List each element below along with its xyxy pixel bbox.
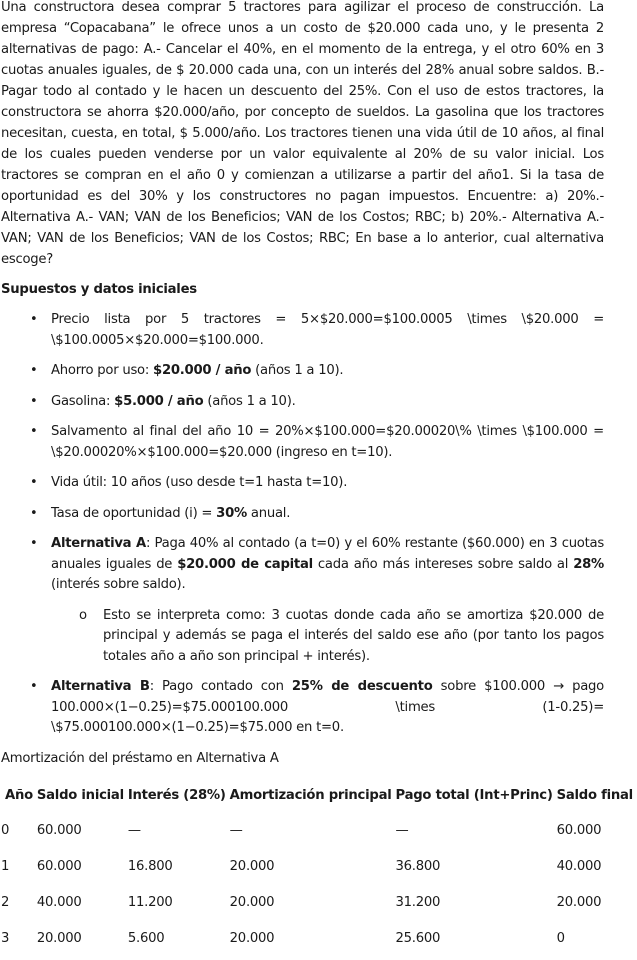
cell-interes: — bbox=[127, 822, 141, 838]
cell-saldo-inicial: 60.000 bbox=[36, 858, 82, 874]
ahorro-range: (años 1 a 10). bbox=[251, 363, 344, 378]
cell-saldo-final: 20.000 bbox=[556, 894, 602, 910]
tasa-label: Tasa de oportunidad (i) = bbox=[51, 505, 217, 521]
cell-interes: 16.800 bbox=[127, 858, 173, 874]
col-header-interes: Interés (28%) bbox=[127, 787, 226, 803]
cell-pago-total: 31.200 bbox=[395, 894, 441, 910]
list-item-vida bbox=[1, 473, 604, 494]
alt-b-discount: 25% de descuento bbox=[291, 679, 433, 694]
table-row bbox=[1, 813, 637, 849]
col-header-saldo-final: Saldo final bbox=[556, 787, 633, 803]
salvamento-text: Salvamento al final del año 10 = 20%×$100.000=$20.00020\% \times \$100.000 = \$20.00020%×$100.000=$20.000 (ingreso en t=10). bbox=[51, 424, 604, 460]
alt-b-text-2: sobre $100.000 → pago 100.000×(1−0.25)=$75.000100.000 \times (1-0.25)= \$75.000100.000×(1−0.25)=$75.000 en t=0. bbox=[51, 679, 604, 735]
section-title: Supuestos y datos iniciales bbox=[1, 282, 197, 297]
list-item-salvamento bbox=[1, 422, 604, 463]
cell-pago-total: 25.600 bbox=[395, 930, 441, 946]
cell-year: 3 bbox=[1, 930, 10, 946]
ahorro-label: Ahorro por uso: bbox=[51, 363, 154, 378]
cell-pago-total: — bbox=[395, 822, 409, 838]
list-item-ahorro bbox=[1, 361, 604, 382]
col-header-amortizacion: Amortización principal bbox=[229, 787, 392, 803]
cell-year: 0 bbox=[1, 822, 10, 838]
cell-saldo-final: 0 bbox=[556, 930, 565, 946]
amortization-table bbox=[1, 787, 637, 957]
alt-a-label: Alternativa A bbox=[51, 536, 147, 551]
list-item-alternativa-b bbox=[1, 677, 604, 739]
cell-amortizacion: 20.000 bbox=[229, 858, 275, 874]
precio-text: Precio lista por 5 tractores = 5×$20.000=$100.0005 \times \$20.000 = \$100.0005×$20.000=$100.000. bbox=[51, 312, 604, 348]
alt-a-text-2: cada año más intereses sobre saldo al bbox=[312, 556, 574, 572]
alt-a-sub-item: o Esto se interpreta como: 3 cuotas donde cada año se amortiza $20.000 de principal y además se paga el interés del saldo ese año (por tanto los pagos totales año a año son principal + interés). bbox=[51, 606, 604, 668]
amortization-title: Amortización del préstamo en Alternativa A bbox=[1, 750, 279, 766]
col-header-saldo-inicial: Saldo inicial bbox=[36, 787, 124, 803]
table-row bbox=[1, 885, 637, 921]
gasolina-range: (años 1 a 10). bbox=[203, 393, 296, 409]
gasolina-label: Gasolina: bbox=[51, 393, 115, 409]
alt-b-text-1: : Pago contado con bbox=[149, 679, 292, 694]
vida-text: Vida útil: 10 años (uso desde t=1 hasta t=10). bbox=[51, 475, 348, 490]
assumptions-list bbox=[1, 310, 604, 739]
alt-a-rate: 28% bbox=[573, 556, 605, 572]
alt-a-capital: $20.000 de capital bbox=[177, 556, 313, 572]
cell-amortizacion: 20.000 bbox=[229, 930, 275, 946]
cell-saldo-inicial: 60.000 bbox=[36, 822, 82, 838]
ahorro-value: $20.000 / año bbox=[153, 363, 252, 378]
table-row bbox=[1, 921, 637, 957]
alt-a-sublist bbox=[51, 606, 604, 668]
alt-a-text-1: : Paga 40% al contado (a t=0) y el 60% restante ($60.000) en 3 cuotas anuales iguales de bbox=[51, 536, 604, 572]
col-header-pago-total: Pago total (Int+Princ) bbox=[395, 787, 553, 803]
cell-saldo-inicial: 40.000 bbox=[36, 894, 82, 910]
cell-interes: 5.600 bbox=[127, 930, 165, 946]
alt-b-label: Alternativa B bbox=[51, 679, 150, 694]
cell-saldo-final: 40.000 bbox=[556, 858, 602, 874]
list-item-alternativa-a bbox=[1, 534, 604, 667]
cell-amortizacion: — bbox=[229, 822, 243, 838]
cell-year: 2 bbox=[1, 894, 10, 910]
cell-pago-total: 36.800 bbox=[395, 858, 441, 874]
tasa-value: 30% bbox=[216, 505, 247, 521]
list-item-precio bbox=[1, 310, 604, 351]
col-header-ano: Año bbox=[5, 787, 33, 803]
list-item-gasolina bbox=[1, 392, 604, 413]
cell-amortizacion: 20.000 bbox=[229, 894, 275, 910]
table-row bbox=[1, 849, 637, 885]
gasolina-value: $5.000 / año bbox=[114, 393, 204, 409]
list-item-tasa bbox=[1, 504, 604, 525]
cell-year: 1 bbox=[1, 858, 10, 874]
problem-statement: Una constructora desea comprar 5 tractores para agilizar el proceso de construcción. La empresa “Copacabana” le ofrece unos a un costo de $20.000 cada uno, y le presenta 2 alternativas de pago: A.- Cancelar el 40%, en el momento de la entrega, y el otro 60% en 3 cuotas anuales iguales, de $ 20.000 cada una, con un interés del 28% anual sobre saldos. B.- Pagar todo al contado y le hacen un descuento del 25%. Con el uso de estos tractores, la constructora se ahorra $20.000/año, por concepto de sueldos. La gasolina que los tractores necesitan, cuesta, en total, $ 5.000/año. Los tractores tienen una vida útil de 10 años, al final de los cuales pueden venderse por un valor equivalente al 20% de su valor inicial. Los tractores se compran en el año 0 y comienzan a utilizarse a partir del año1. Si la tasa de oportunidad es del 30% y los constructores no pagan impuestos. Encuentre: a) 20%.- Alternativa A.- VAN; VAN de los Beneficios; VAN de los Costos; RBC; b) 20%.- Alternativa A.- VAN; VAN de los Beneficios; VAN de los Costos; RBC; En base a lo anterior, cual alternativa escoge? bbox=[1, 0, 604, 267]
alt-a-text-3: (interés sobre saldo). bbox=[51, 577, 186, 592]
cell-saldo-inicial: 20.000 bbox=[36, 930, 82, 946]
cell-interes: 11.200 bbox=[127, 894, 173, 910]
table-header-row bbox=[1, 787, 637, 813]
cell-saldo-final: 60.000 bbox=[556, 822, 602, 838]
tasa-suffix: anual. bbox=[246, 505, 291, 521]
